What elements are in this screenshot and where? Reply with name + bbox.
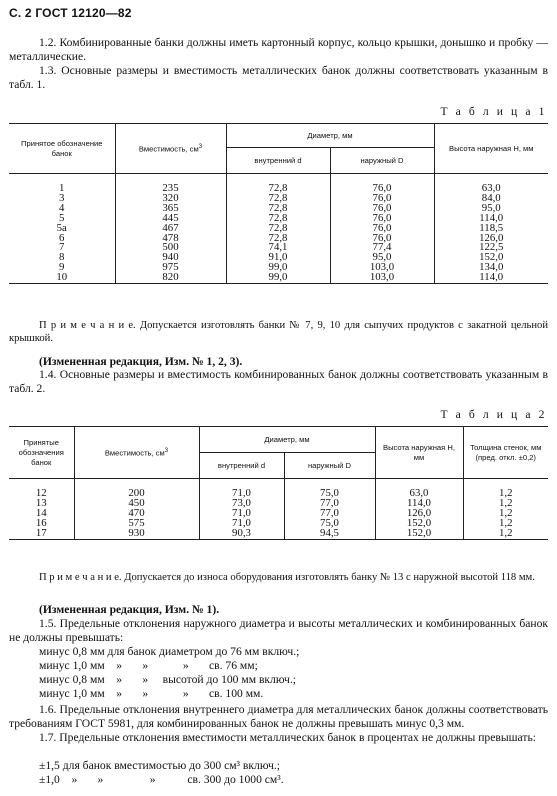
page-header: С. 2 ГОСТ 12120—82 — [9, 6, 132, 20]
table-cell: 930 — [74, 529, 199, 539]
table-cell: 75,0 — [284, 489, 375, 499]
list-item: минус 0,8 мм » » высотой до 100 мм включ.; — [39, 673, 297, 686]
table-cell: 235 — [115, 184, 226, 194]
table-cell: 94,5 — [284, 529, 375, 539]
table-1-header-inner: внутренний d — [226, 148, 330, 174]
table-cell: 5 — [9, 214, 115, 224]
table-cell: 114,0 — [434, 273, 548, 283]
table-cell: 470 — [74, 509, 199, 519]
table-row — [9, 519, 548, 529]
table-1-header-outer: наружный D — [330, 148, 434, 174]
table-1-body — [9, 174, 548, 284]
table-cell: 74,1 — [226, 243, 330, 253]
table-cell: 84,0 — [434, 194, 548, 204]
table-cell: 103,0 — [330, 263, 434, 273]
table-cell: 72,8 — [226, 234, 330, 244]
table-cell: 99,0 — [226, 263, 330, 273]
note-1: П р и м е ч а н и е. Допускается изготовлять банки № 7, 9, 10 для сыпучих продуктов с закатной цельной крышкой. — [9, 320, 548, 344]
table-cell: 3 — [9, 194, 115, 204]
table-row — [9, 529, 548, 539]
table-cell: 114,0 — [434, 214, 548, 224]
table-cell: 72,8 — [226, 194, 330, 204]
table-cell: 1,2 — [463, 489, 548, 499]
table-cell: 6 — [9, 234, 115, 244]
table-1-header-height: Высота наружная H, мм — [434, 124, 548, 174]
table-cell: 5а — [9, 224, 115, 234]
table-2-header-outer: наружный D — [284, 453, 375, 479]
table-cell: 77,4 — [330, 243, 434, 253]
table-cell: 575 — [74, 519, 199, 529]
table-cell: 95,0 — [434, 204, 548, 214]
table-2-header-volume: Вместимость, $см^3$ — [74, 427, 199, 479]
paragraph-1-7: 1.7. Предельные отклонения вместимости металлических банок в процентах не должны превышать: — [39, 731, 536, 744]
table-cell: 500 — [115, 243, 226, 253]
table-cell: 90,3 — [199, 529, 284, 539]
table-cell: 7 — [9, 243, 115, 253]
table-cell: 75,0 — [284, 519, 375, 529]
table-cell: 820 — [115, 273, 226, 283]
table-1-header-diameter: Диаметр, мм — [226, 124, 434, 148]
table-cell: 1 — [9, 184, 115, 194]
table-cell: 975 — [115, 263, 226, 273]
table-cell: 95,0 — [330, 253, 434, 263]
table-cell: 72,8 — [226, 184, 330, 194]
table-cell: 1,2 — [463, 499, 548, 509]
table-cell: 10 — [9, 273, 115, 283]
table-cell: 72,8 — [226, 204, 330, 214]
paragraph-1-4: 1.4. Основные размеры и вместимость комбинированных банок должны соответствовать указанным в табл. 2. — [9, 368, 548, 395]
table-cell: 63,0 — [375, 489, 463, 499]
paragraph-1-5: 1.5. Предельные отклонения наружного диаметра и высоты металлических и комбинированных банок не должны превышать: — [9, 617, 548, 644]
table-cell: 114,0 — [375, 499, 463, 509]
table-cell: 91,0 — [226, 253, 330, 263]
table-cell: 73,0 — [199, 499, 284, 509]
table-cell: 152,0 — [434, 253, 548, 263]
table-cell: 152,0 — [375, 519, 463, 529]
table-cell: 99,0 — [226, 273, 330, 283]
table-1-caption: Т а б л и ц а 1 — [440, 105, 547, 118]
table-2 — [9, 426, 548, 540]
table-cell: 12 — [9, 489, 74, 499]
paragraph-1-3: 1.3. Основные размеры и вместимость металлических банок должны соответствовать указанным в табл. 1. — [9, 64, 548, 91]
table-row — [9, 489, 548, 499]
table-cell: 478 — [115, 234, 226, 244]
table-cell: 16 — [9, 519, 74, 529]
table-cell: 365 — [115, 204, 226, 214]
table-1-header-volume: Вместимость, $см^3$ — [115, 124, 226, 174]
table-cell: 134,0 — [434, 263, 548, 273]
table-cell: 71,0 — [199, 519, 284, 529]
table-2-header-wall: Толщина стенок, мм (пред. откл. ±0,2) — [463, 427, 548, 479]
table-cell: 14 — [9, 509, 74, 519]
table-cell: 1,2 — [463, 519, 548, 529]
table-row — [9, 273, 548, 283]
table-cell: 200 — [74, 489, 199, 499]
table-2-header-inner: внутренний d — [199, 453, 284, 479]
table-cell: 126,0 — [434, 234, 548, 244]
table-cell: 17 — [9, 529, 74, 539]
table-cell: 72,8 — [226, 224, 330, 234]
table-cell: 4 — [9, 204, 115, 214]
table-cell: 76,0 — [330, 204, 434, 214]
table-2-header-name: Принятые обозначения банок — [9, 427, 74, 479]
table-1 — [9, 123, 548, 284]
table-cell: 71,0 — [199, 509, 284, 519]
table-cell: 118,5 — [434, 224, 548, 234]
paragraph-1-2: 1.2. Комбинированные банки должны иметь картонный корпус, кольцо крышки, донышко и пробку — металлические. — [9, 36, 548, 63]
table-cell: 76,0 — [330, 184, 434, 194]
table-1-header-name: Принятое обозначение банок — [9, 124, 115, 174]
table-cell: 467 — [115, 224, 226, 234]
table-2-body — [9, 479, 548, 540]
table-row — [9, 509, 548, 519]
table-row — [9, 499, 548, 509]
table-2-caption: Т а б л и ц а 2 — [440, 408, 547, 421]
table-cell: 1,2 — [463, 509, 548, 519]
table-cell: 103,0 — [330, 273, 434, 283]
table-cell: 77,0 — [284, 509, 375, 519]
table-cell: 1,2 — [463, 529, 548, 539]
table-2-header-height: Высота наружная H, мм — [375, 427, 463, 479]
table-cell: 152,0 — [375, 529, 463, 539]
list-item: минус 1,0 мм » » » св. 100 мм. — [39, 687, 264, 700]
table-cell: 72,8 — [226, 214, 330, 224]
table-cell: 76,0 — [330, 214, 434, 224]
table-cell: 8 — [9, 253, 115, 263]
list-item: минус 1,0 мм » » » св. 76 мм; — [39, 659, 258, 672]
table-cell: 71,0 — [199, 489, 284, 499]
table-cell: 940 — [115, 253, 226, 263]
table-cell: 450 — [74, 499, 199, 509]
table-cell: 76,0 — [330, 194, 434, 204]
list-item: ±1,0 » » » св. 300 до 1000 см³. — [39, 773, 284, 786]
table-cell: 76,0 — [330, 234, 434, 244]
table-cell: 320 — [115, 194, 226, 204]
table-cell: 445 — [115, 214, 226, 224]
table-cell: 63,0 — [434, 184, 548, 194]
list-item: минус 0,8 мм для банок диаметром до 76 мм включ.; — [39, 645, 300, 658]
note-2: П р и м е ч а н и е. Допускается до износа оборудования изготовлять банку № 13 с наружной высотой 118 мм. — [39, 572, 535, 583]
list-item: ±1,5 для банок вместимостью до 300 см³ включ.; — [39, 759, 280, 772]
table-cell: 13 — [9, 499, 74, 509]
table-cell: 77,0 — [284, 499, 375, 509]
table-cell: 76,0 — [330, 224, 434, 234]
paragraph-1-6: 1.6. Предельные отклонения внутреннего диаметра для металлических банок должны соответствовать требованиям ГОСТ 5981, для комбинированных банок не должны превышать минус 0,3 мм. — [9, 703, 548, 730]
table-cell: 9 — [9, 263, 115, 273]
edit-note-1: (Измененная редакция, Изм. № 1, 2, 3). — [39, 355, 243, 368]
table-2-header-diameter: Диаметр, мм — [199, 427, 375, 453]
table-cell: 122,5 — [434, 243, 548, 253]
edit-note-2: (Измененная редакция, Изм. № 1). — [39, 603, 220, 616]
table-cell: 126,0 — [375, 509, 463, 519]
